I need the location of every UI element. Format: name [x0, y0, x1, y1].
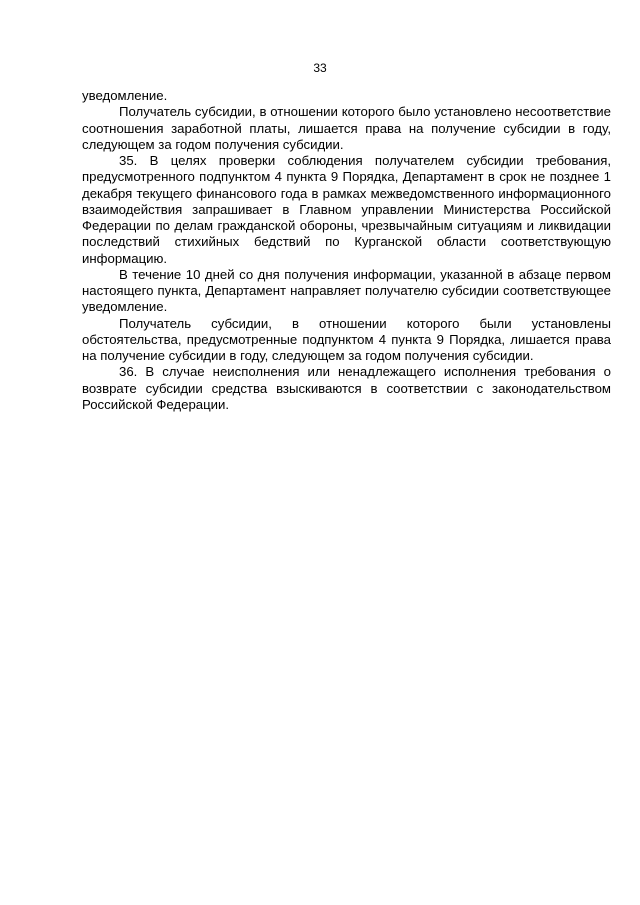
- document-body: [82, 88, 611, 413]
- page-number: 33: [313, 61, 327, 75]
- paragraph-item-36: 36. В случае неисполнения или ненадлежащего исполнения требования о возврате субсидии средства взыскиваются в соответствии с законодательством Российской Федерации.: [82, 364, 611, 412]
- paragraph-item-35: 35. В целях проверки соблюдения получателем субсидии требования, предусмотренного подпунктом 4 пункта 9 Порядка, Департамент в срок не позднее 1 декабря текущего финансового года в рамках межведомственного информационного взаимодействия запрашивает в Главном управлении Министерства Российской Федерации по делам гражданской обороны, чрезвычайным ситуациям и ликвидации последствий стихийных бедствий по Курганской области соответствующую информацию.: [82, 153, 611, 266]
- paragraph: Получатель субсидии, в отношении которого было установлено несоответствие соотношения заработной платы, лишается права на получение субсидии в году, следующем за годом получения субсидии.: [82, 104, 611, 152]
- paragraph: Получатель субсидии, в отношении которого были установлены обстоятельства, предусмотренные подпунктом 4 пункта 9 Порядка, лишается права на получение субсидии в году, следующем за годом получения субсидии.: [82, 315, 611, 363]
- paragraph-continuation: уведомление.: [82, 88, 168, 103]
- paragraph: В течение 10 дней со дня получения информации, указанной в абзаце первом настоящего пункта, Департамент направляет получателю субсидии соответствующее уведомление.: [82, 266, 611, 315]
